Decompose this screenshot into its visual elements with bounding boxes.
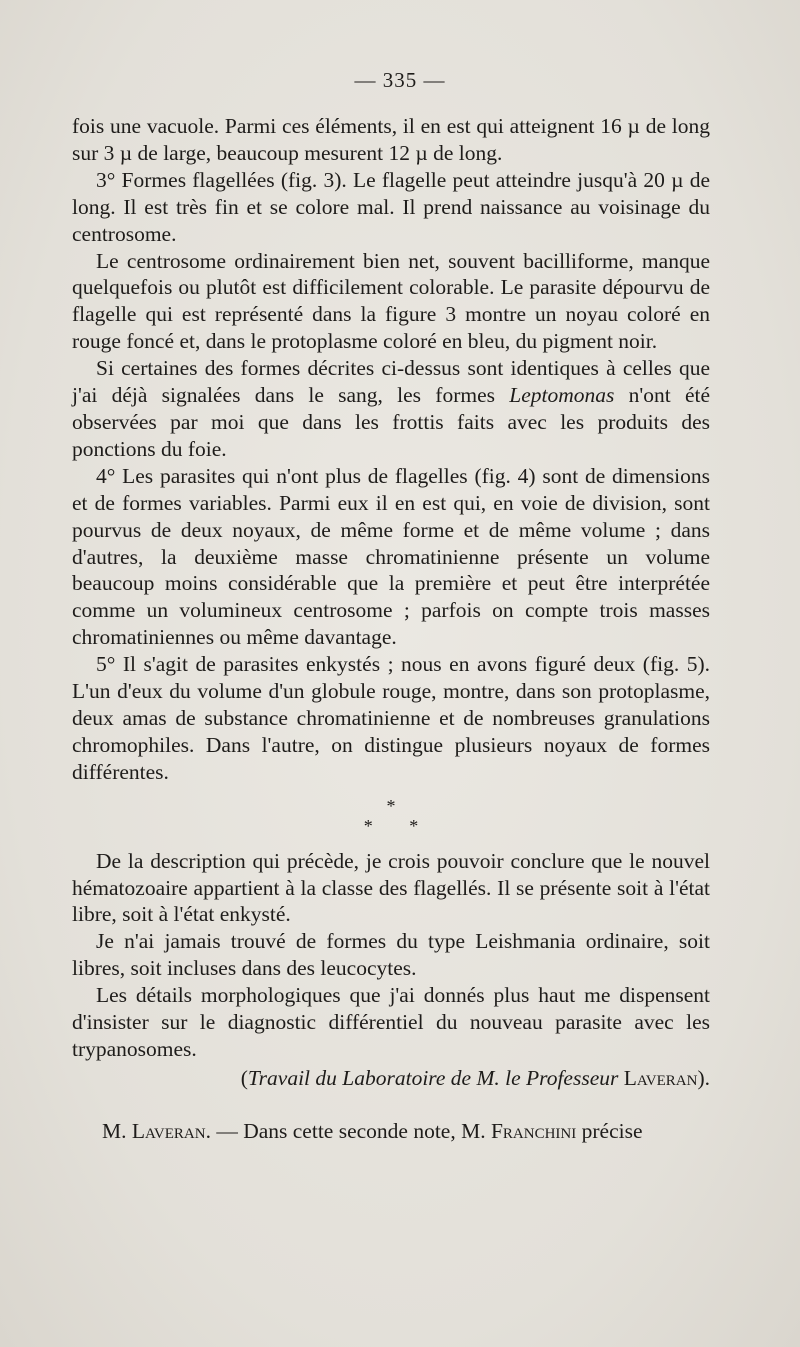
paragraph-flagellated-forms: 3° Formes flagellées (fig. 3). Le flagelle peut atteindre jusqu'à 20 µ de long. Il est très fin et se colore mal. Il prend naissance au voisinage du centrosome. [72,167,710,246]
paragraph-leishmania: Je n'ai jamais trouvé de formes du type Leishmania ordinaire, soit libres, soit incluses dans des leucocytes. [72,929,710,981]
attribution-italic: Travail du Laboratoire de M. le Professeur [247,1065,619,1090]
paragraph-continuation: fois une vacuole. Parmi ces éléments, il en est qui atteignent 16 µ de long sur 3 µ de large, beaucoup mesurent 12 µ de long. [72,114,710,165]
leptomonas-italic: Leptomonas [509,383,615,408]
leptomonas-text-before: Si certaines des formes décrites ci-dessus sont identiques à celles que j'ai déjà signalées dans le sang, les formes [72,356,710,408]
attribution-line [72,1065,710,1092]
attribution-close: ). [697,1065,710,1090]
leptomonas-text-after: n'ont été observées par moi que dans les frottis faits avec les produits des ponctions du foie. [72,383,711,461]
attribution-name: Laveran [623,1065,698,1090]
closing-speaker: M. Laveran [102,1118,206,1143]
closing-after: précise [576,1118,643,1143]
paragraph-diagnostic: Les détails morphologiques que j'ai donnés plus haut me dispensent d'insister sur le diagnostic différentiel du nouveau parasite avec les trypanosomes. [72,983,710,1061]
closing-name: Franchini [490,1118,577,1143]
paragraph-non-flagellated-forms: 4° Les parasites qui n'ont plus de flagelles (fig. 4) sont de dimensions et de formes variables. Parmi eux il en est qui, en voie de division, sont pourvus de deux noyaux, de même forme et de même volume ; dans d'autres, la deuxième masse chromatinienne présente un volume beaucoup moins considérable que la première et peut être interprétée comme un volumineux centrosome ; parfois on compte trois masses chromatiniennes ou même davantage. [72,463,710,650]
paragraph-leptomonas [72,355,710,463]
page-number: — 335 — [354,68,446,92]
body-text [72,113,710,1145]
paragraph-conclusion: De la description qui précède, je crois pouvoir conclure que le nouvel hématozoaire appartient à la classe des flagellés. Il se présente soit à l'état libre, soit à l'état enkysté. [72,848,710,927]
paragraph-centrosome: Le centrosome ordinairement bien net, souvent bacilliforme, manque quelquefois ou plutôt est difficilement colorable. Le parasite dépourvu de flagelle qui est représenté dans la figure 3 montre un noyau coloré en rouge foncé et, dans le protoplasme coloré en bleu, du pigment noir. [72,248,710,354]
asterism-top: * [386,795,396,816]
paragraph-encysted-forms: 5° Il s'agit de parasites enkystés ; nous en avons figuré deux (fig. 5). L'un d'eux du volume d'un globule rouge, montre, dans son protoplasme, deux amas de substance chromatinienne et de nombreuses granulations chromophiles. Dans l'autre, on distingue plusieurs noyaux de formes différentes. [72,652,710,784]
attribution-open: ( [240,1065,248,1090]
closing-paragraph [72,1118,710,1145]
asterism-bottom: * * [363,815,435,836]
asterism-separator [72,796,710,836]
closing-mid: . — Dans cette seconde note, M. [205,1118,491,1143]
